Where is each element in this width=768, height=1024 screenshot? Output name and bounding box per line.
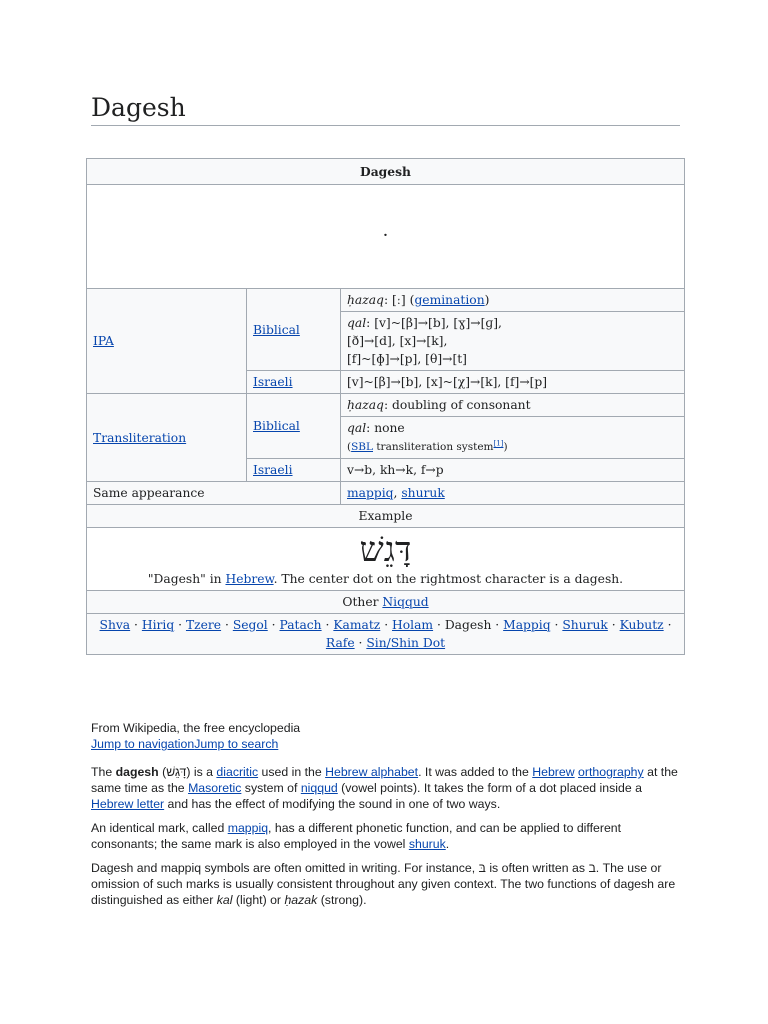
translit-qal-value: : none (366, 421, 405, 435)
p1-text: used in the (258, 765, 326, 779)
ipa-hazaq-cell (341, 289, 685, 312)
infobox-image (87, 185, 685, 289)
shuruk-link[interactable]: shuruk (408, 837, 446, 851)
hebrew-link[interactable]: Hebrew (532, 765, 575, 779)
ipa-biblical-label (247, 289, 341, 371)
example-caption-pre: "Dagesh" in (147, 572, 226, 586)
p3-text: . The use or omission of such marks is usually consistent throughout any given context. The two functions of dagesh are distinguished as either (91, 861, 676, 907)
translit-israeli-link[interactable]: Israeli (253, 463, 293, 477)
ipa-israeli-label (247, 371, 341, 394)
niqqud-item-kamatz[interactable]: Kamatz (333, 618, 381, 632)
translit-qal-cell (341, 417, 685, 459)
niqqud-item-tzere[interactable]: Tzere (185, 618, 222, 632)
niqqud-item-mappiq[interactable]: Mappiq (503, 618, 551, 632)
ipa-qal-line2: [ð]→[d], [x]→[k], (347, 334, 448, 348)
p1-text: The (91, 765, 116, 779)
translit-israeli-label (247, 459, 341, 482)
niqqud-separator: · (433, 618, 445, 632)
transliteration-link[interactable]: Transliteration (93, 430, 187, 445)
niqqud-item-shva[interactable]: Shva (99, 618, 131, 632)
p3-hazak-term: ḥazak (284, 893, 318, 907)
niqqud-item-rafe[interactable]: Rafe (325, 636, 355, 650)
p3-kal-term: kal (216, 893, 233, 907)
niqqud-item-hiriq[interactable]: Hiriq (141, 618, 175, 632)
ipa-israeli-value: [v]~[β]→[b], [x]~[χ]→[k], [f]→[p] (341, 371, 685, 394)
example-caption (93, 570, 678, 588)
example-cell (87, 528, 685, 591)
sbl-link[interactable]: SBL (351, 441, 373, 453)
jump-to-search-link[interactable]: Jump to search (194, 737, 279, 751)
p3-text: (light) or (232, 893, 285, 907)
mappiq-link[interactable]: mappiq (227, 821, 269, 835)
p3-hebrew-without-dagesh: ב (588, 861, 596, 875)
gemination-link[interactable]: gemination (414, 293, 485, 307)
niqqud-separator: · (607, 618, 620, 632)
translit-biblical-label (247, 394, 341, 459)
p1-bold-term: dagesh (115, 765, 159, 779)
niqqud-separator: · (663, 618, 672, 632)
p1-text: ) is a (186, 765, 217, 779)
paragraph-3 (91, 860, 681, 908)
translit-row-label (87, 394, 247, 482)
page-title: Dagesh (91, 92, 680, 126)
sbl-note (347, 441, 508, 453)
p3-text: (strong). (317, 893, 367, 907)
niqqud-item-sin-shin-dot[interactable]: Sin/Shin Dot (366, 636, 446, 650)
shuruk-link[interactable]: shuruk (401, 486, 445, 500)
p2-text: , has a different phonetic function, and can be applied to different consonants; the same mark is also employed in the vowel (91, 821, 622, 851)
hebrew-alphabet-link[interactable]: Hebrew alphabet (325, 765, 419, 779)
ipa-qal-line1: : [v]~[β]→[b], [ɣ]→[ɡ], (366, 316, 502, 330)
niqqud-navbox (87, 614, 685, 655)
sbl-close: ) (503, 441, 508, 453)
niqqud-link[interactable]: niqqud (300, 781, 338, 795)
p1-text: at the same time as the (91, 765, 678, 795)
niqqud-item-kubutz[interactable]: Kubutz (619, 618, 664, 632)
sbl-open: ( (347, 441, 352, 453)
ipa-hazaq-value: : [ː] ( (383, 293, 415, 307)
p2-text: . (445, 837, 450, 851)
niqqud-separator: · (491, 618, 504, 632)
jump-links (91, 736, 681, 752)
niqqud-separator: · (321, 618, 334, 632)
infobox (86, 158, 685, 655)
niqqud-item-patach[interactable]: Patach (279, 618, 322, 632)
p1-text: system of (241, 781, 301, 795)
same-appearance-value (341, 482, 685, 505)
example-hebrew: דָּגֵשׁ (359, 530, 412, 570)
ipa-biblical-link[interactable]: Biblical (253, 322, 300, 337)
jump-to-navigation-link[interactable]: Jump to navigation (91, 737, 195, 751)
article-content (91, 720, 681, 916)
same-appearance-label: Same appearance (87, 482, 341, 505)
p2-text: An identical mark, called (91, 821, 228, 835)
sbl-ref-link[interactable]: [1] (493, 439, 504, 448)
sbl-text: transliteration system (373, 441, 494, 453)
niqqud-item-shuruk[interactable]: Shuruk (562, 618, 608, 632)
niqqud-link[interactable]: Niqqud (382, 595, 429, 609)
p1-text: and has the effect of modifying the sound in one of two ways. (164, 797, 501, 811)
diacritic-link[interactable]: diacritic (216, 765, 259, 779)
niqqud-separator: · (130, 618, 142, 632)
ipa-qal-cell (341, 312, 685, 371)
other-niqqud-header (87, 591, 685, 614)
hebrew-link[interactable]: Hebrew (225, 572, 274, 586)
p3-text: is often written as (485, 861, 589, 875)
paragraph-2 (91, 820, 681, 852)
other-prefix: Other (342, 595, 383, 609)
niqqud-separator: · (174, 618, 186, 632)
masoretic-link[interactable]: Masoretic (188, 781, 242, 795)
ipa-hazaq-close: ) (484, 293, 490, 307)
ipa-hazaq-term: ḥazaq (347, 293, 384, 307)
p1-text: ( (158, 765, 167, 779)
from-wikipedia: From Wikipedia, the free encyclopedia (91, 721, 301, 735)
mappiq-link[interactable]: mappiq (347, 486, 394, 500)
p3-hebrew-with-dagesh: בּ (478, 861, 486, 875)
translit-qal-term: qal (347, 421, 367, 435)
niqqud-separator: · (380, 618, 393, 632)
example-header: Example (87, 505, 685, 528)
niqqud-item-holam[interactable]: Holam (392, 618, 434, 632)
p3-text: Dagesh and mappiq symbols are often omitted in writing. For instance, (91, 861, 479, 875)
niqqud-item-dagesh: Dagesh (444, 618, 492, 632)
p1-text: . It was added to the (418, 765, 533, 779)
same-appearance-sep: , (393, 486, 402, 500)
translit-hazaq-value: : doubling of consonant (383, 398, 531, 412)
translit-biblical-link[interactable]: Biblical (253, 419, 300, 433)
dagesh-symbol: · (382, 225, 389, 246)
p1-hebrew: דָּגֵשׁ (166, 765, 187, 779)
translit-israeli-value: v→b, kh→k, f→p (341, 459, 685, 482)
hebrew-letter-link[interactable]: Hebrew letter (91, 797, 165, 811)
infobox-caption: Dagesh (87, 159, 685, 185)
niqqud-separator: · (221, 618, 233, 632)
translit-hazaq-term: ḥazaq (347, 398, 384, 412)
translit-hazaq-cell (341, 394, 685, 417)
ipa-qal-line3: [f]~[ɸ]→[p], [θ]→[t] (347, 352, 467, 366)
p1-text: (vowel points). It takes the form of a dot placed inside a (337, 781, 642, 795)
orthography-link[interactable]: orthography (578, 765, 644, 779)
niqqud-item-segol[interactable]: Segol (232, 618, 268, 632)
ipa-link[interactable]: IPA (93, 334, 114, 348)
niqqud-separator: · (354, 636, 367, 650)
paragraph-1 (91, 764, 681, 812)
niqqud-separator: · (267, 618, 280, 632)
ipa-israeli-link[interactable]: Israeli (253, 375, 293, 389)
niqqud-separator: · (550, 618, 563, 632)
ipa-row-label (87, 289, 247, 394)
example-caption-post: . The center dot on the rightmost character is a dagesh. (273, 572, 624, 586)
ipa-qal-term: qal (347, 316, 367, 330)
